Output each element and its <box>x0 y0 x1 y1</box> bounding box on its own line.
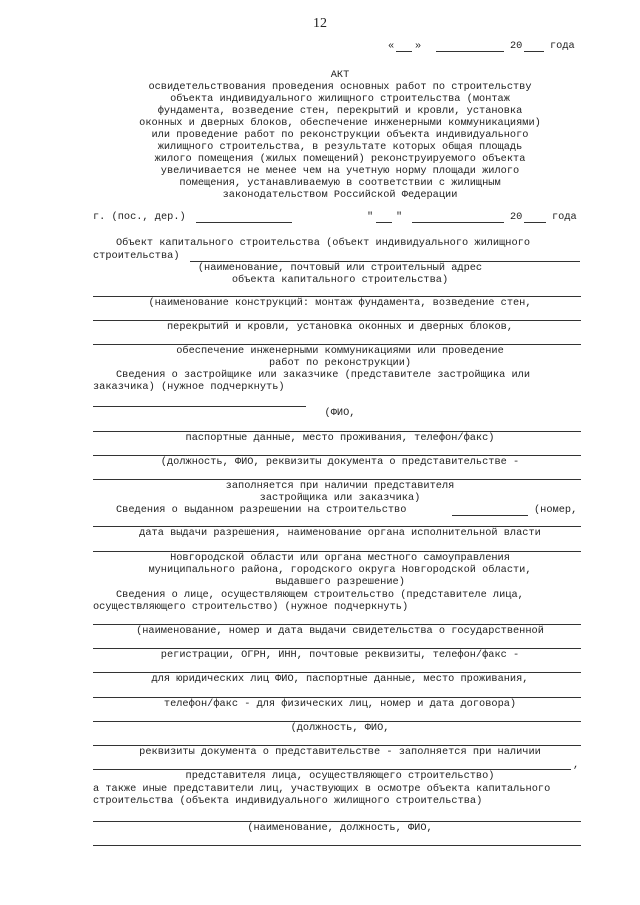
others-hint: (наименование, должность, ФИО, <box>247 822 433 834</box>
permit-hint: выдавшего разрешение) <box>275 576 405 588</box>
act-heading: АКТ <box>330 69 350 81</box>
object-line: строительства) <box>93 250 180 262</box>
constructions-hint: (наименование конструкций: монтаж фундамента, возведение стен, <box>148 297 532 309</box>
permit-hint: муниципального района, городского округа Новгородской области, <box>148 564 532 576</box>
permit-line-tail: (номер, <box>534 504 578 516</box>
year-suffix: года <box>552 211 577 223</box>
builder-hint: реквизиты документа о представительстве - заполняется при наличии <box>139 746 541 758</box>
year-field[interactable] <box>524 222 546 223</box>
builder-hint: для юридических лиц ФИО, паспортные данные, место проживания, <box>151 673 529 685</box>
title-line: помещения, устанавливаемую в соответствии с жилищным <box>179 177 501 189</box>
permit-hint: дата выдачи разрешения, наименование органа исполнительной власти <box>139 527 541 539</box>
developer-hint: заполняется при наличии представителя <box>225 480 455 492</box>
object-line: Объект капитального строительства (объект индивидуального жилищного <box>116 237 531 249</box>
title-line: увеличивается не менее чем на учетную норму площади жилого <box>160 165 520 177</box>
constructions-hint: работ по реконструкции) <box>268 357 412 369</box>
year-prefix: 20 <box>510 40 523 52</box>
developer-hint: паспортные данные, место проживания, телефон/факс) <box>185 432 495 444</box>
permit-number-field[interactable] <box>452 515 528 516</box>
permit-line: Сведения о выданном разрешении на строительство <box>116 504 407 516</box>
developer-line: Сведения о застройщике или заказчике (представителе застройщика или <box>116 369 531 381</box>
year-prefix: 20 <box>510 211 523 223</box>
builder-hint: телефон/факс - для физических лиц, номер и дата договора) <box>163 698 517 710</box>
constructions-hint: обеспечение инженерными коммуникациями или проведение <box>176 345 504 357</box>
permit-hint: Новгородской области или органа местного самоуправления <box>170 552 510 564</box>
builder-hint: (должность, ФИО, <box>290 722 390 734</box>
quote-close: " <box>396 211 403 223</box>
developer-hint: (должность, ФИО, реквизиты документа о представительстве - <box>160 456 520 468</box>
title-line: объекта индивидуального жилищного строительства (монтаж <box>170 93 510 105</box>
title-line: жилищного строительства, в результате которых общая площадь <box>157 141 523 153</box>
place-field[interactable] <box>196 222 292 223</box>
title-line: или проведение работ по реконструкции объекта индивидуального <box>151 129 529 141</box>
title-line: оконных и дверных блоков, обеспечение инженерными коммуникациями) <box>139 117 541 129</box>
builder-hint: представителя лица, осуществляющего строительство) <box>185 770 495 782</box>
developer-hint: застройщика или заказчика) <box>259 492 421 504</box>
constructions-hint: перекрытий и кровли, установка оконных и дверных блоков, <box>166 321 514 333</box>
year-blank <box>524 51 544 52</box>
page-number: 12 <box>313 16 327 31</box>
builder-line: Сведения о лице, осуществляющем строительство (представителе лица, <box>116 589 524 601</box>
developer-line: заказчика) (нужное подчеркнуть) <box>93 381 285 393</box>
year-suffix: года <box>550 40 575 52</box>
date-close-quote: » <box>415 40 422 52</box>
title-line: освидетельствования проведения основных работ по строительству <box>148 81 532 93</box>
title-line: законодательством Российской Федерации <box>222 189 458 201</box>
month-blank <box>436 51 504 52</box>
quote-open: " <box>367 211 374 223</box>
builder-line: осуществляющего строительство) (нужное подчеркнуть) <box>93 601 409 613</box>
others-line: а также иные представители лиц, участвующих в осмотре объекта капитального <box>93 783 551 795</box>
title-line: фундамента, возведение стен, перекрытий и кровли, установка <box>157 105 523 117</box>
month-field[interactable] <box>412 222 504 223</box>
object-hint: (наименование, почтовый или строительный адрес <box>197 262 483 274</box>
title-line: жилого помещения (жилых помещений) реконструируемого объекта <box>154 153 526 165</box>
comma: , <box>573 759 580 771</box>
builder-hint: регистрации, ОГРН, ИНН, почтовые реквизиты, телефон/факс - <box>160 649 520 661</box>
others-line: строительства (объекта индивидуального жилищного строительства) <box>93 795 483 807</box>
fill-line[interactable] <box>93 845 581 846</box>
place-label: г. (пос., дер.) <box>93 211 186 223</box>
date-open-quote: « <box>388 40 395 52</box>
builder-hint: (наименование, номер и дата выдачи свидетельства о государственной <box>136 625 544 637</box>
day-field[interactable] <box>376 222 392 223</box>
day-blank <box>396 51 412 52</box>
developer-hint: (ФИО, <box>324 407 356 419</box>
object-hint: объекта капитального строительства) <box>231 274 449 286</box>
